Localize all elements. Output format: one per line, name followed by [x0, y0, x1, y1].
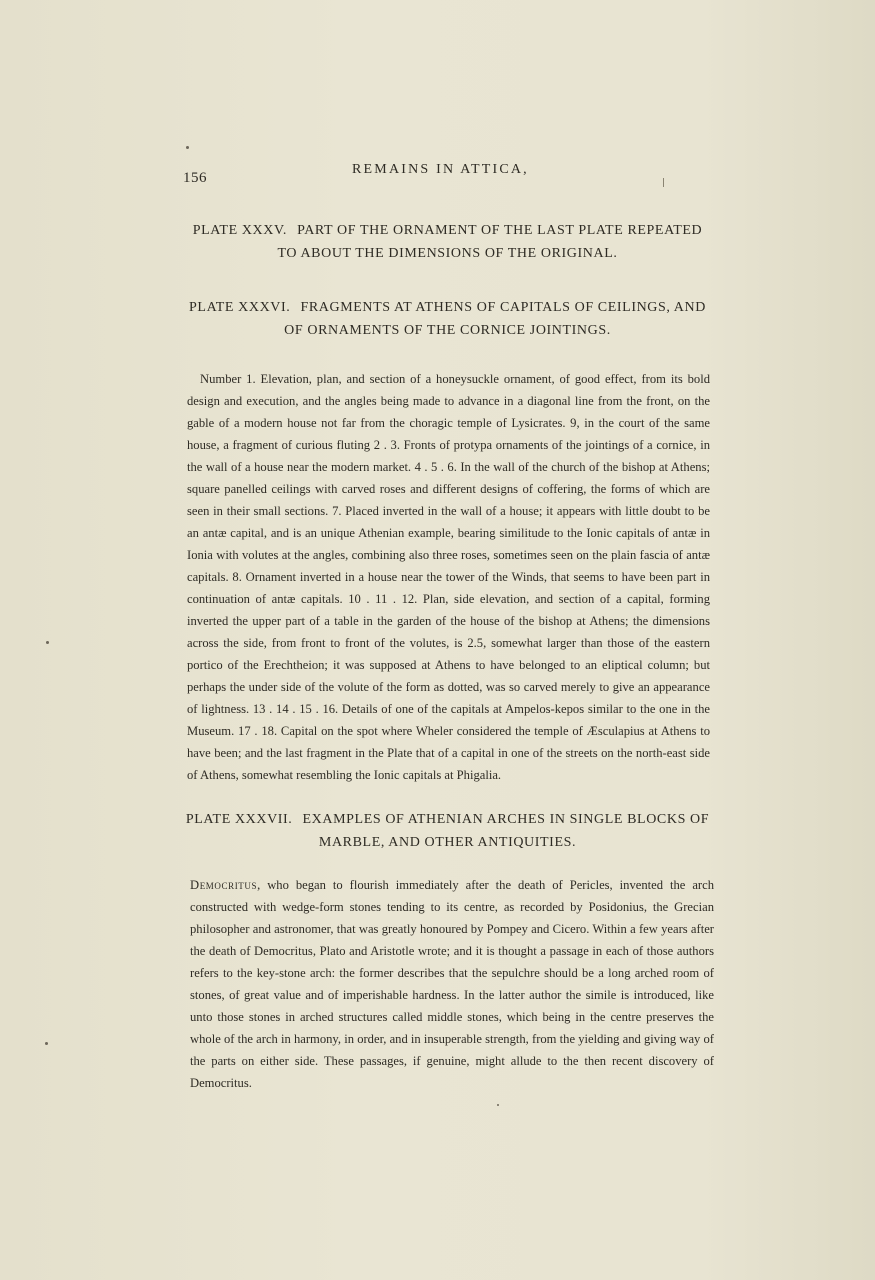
plate-xxxv-heading: [185, 219, 710, 265]
paper-speck: [497, 1104, 499, 1106]
running-title: REMAINS IN ATTICA,: [352, 162, 529, 177]
plate-xxxv-number: PLATE XXXV.: [192, 223, 287, 238]
plate-xxxv-title: PART OF THE ORNAMENT OF THE LAST PLATE REPEATED TO ABOUT THE DIMENSIONS OF THE ORIGINAL.: [277, 223, 703, 261]
plate-xxxvi-body: Number 1. Elevation, plan, and section of a honeysuckle ornament, of good effect, from its bold design and execution, and the angles being made to advance in a diagonal line from the front, on the gable of a modern house not far from the choragic temple of Lysicrates. 9, in the court of the same house, a fragment of curious fluting 2 . 3. Fronts of protypa ornaments of the jointings of a cornice, in the wall of a house near the modern market. 4 . 5 . 6. In the wall of the church of the bishop at Athens; square panelled ceilings with carved roses and different designs of coffering, the forms of which are seen in their small sections. 7. Placed inverted in the wall of a house; it appears with little doubt to be an antæ capital, and is an unique Athenian example, bearing similitude to the Ionic capitals of antæ in Ionia with volutes at the angles, combining also three roses, sometimes seen on the plain fascia of antæ capitals. 8. Ornament inverted in a house near the tower of the Winds, that seems to have been part in continuation of antæ capitals. 10 . 11 . 12. Plan, side elevation, and section of a capital, forming inverted the upper part of a table in the garden of the house of the bishop at Athens; the dimensions across the side, from front to front of the volutes, is 2.5, somewhat larger than those of the eastern portico of the Erechtheion; it was supposed at Athens to have belonged to an eliptical column; but perhaps the under side of the volute of the form as dotted, was so carved merely to give an appearance of lightness. 13 . 14 . 15 . 16. Details of one of the capitals at Ampelos-kepos similar to the one in the Museum. 17 . 18. Capital on the spot where Wheler considered the temple of Æsculapius at Athens to have been; and the last fragment in the Plate that of a capital in one of the streets on the north-east side of Athens, somewhat resembling the Ionic capitals at Phigalia.: [187, 371, 710, 782]
plate-xxxvi-heading: [185, 296, 710, 342]
page-number: 156: [183, 170, 207, 186]
plate-xxxvi-title: FRAGMENTS AT ATHENS OF CAPITALS OF CEILINGS, AND OF ORNAMENTS OF THE CORNICE JOINTINGS.: [284, 300, 706, 338]
plate-xxxvii-body-text: , who began to flourish immediately after the death of Pericles, invented the arch constructed with wedge-form stones tending to its centre, as recorded by Posidonius, the Grecian philosopher and astronomer, that was greatly honoured by Pompey and Cicero. Within a few years after the death of Democritus, Plato and Aristotle wrote; and it is thought a passage in each of those authors refers to the key-stone arch: the former describes that the sepulchre should be a long arched room of stones, of great value and of imperishable hardness. In the latter author the simile is introduced, like unto those stones in arched structures called middle stones, which being in the centre preserves the whole of the arch in harmony, in order, and in insuperable strength, from the yielding and giving way of the parts on either side. These passages, if genuine, might allude to the then recent discovery of Democritus.: [190, 877, 714, 1090]
plate-xxxvii-title: EXAMPLES OF ATHENIAN ARCHES IN SINGLE BLOCKS OF MARBLE, AND OTHER ANTIQUITIES.: [302, 812, 710, 850]
plate-xxxvi-number: PLATE XXXVI.: [189, 300, 291, 315]
paper-speck: [45, 1042, 48, 1045]
paper-speck: [186, 146, 189, 149]
plate-xxxvii-number: PLATE XXXVII.: [185, 812, 293, 827]
lead-word: Democritus: [190, 877, 258, 892]
paper-speck: [46, 641, 49, 644]
plate-xxxvii-body: [190, 874, 714, 1094]
paper-mark: [663, 178, 664, 187]
plate-xxxvii-heading: [185, 808, 710, 854]
running-head: [180, 160, 720, 184]
